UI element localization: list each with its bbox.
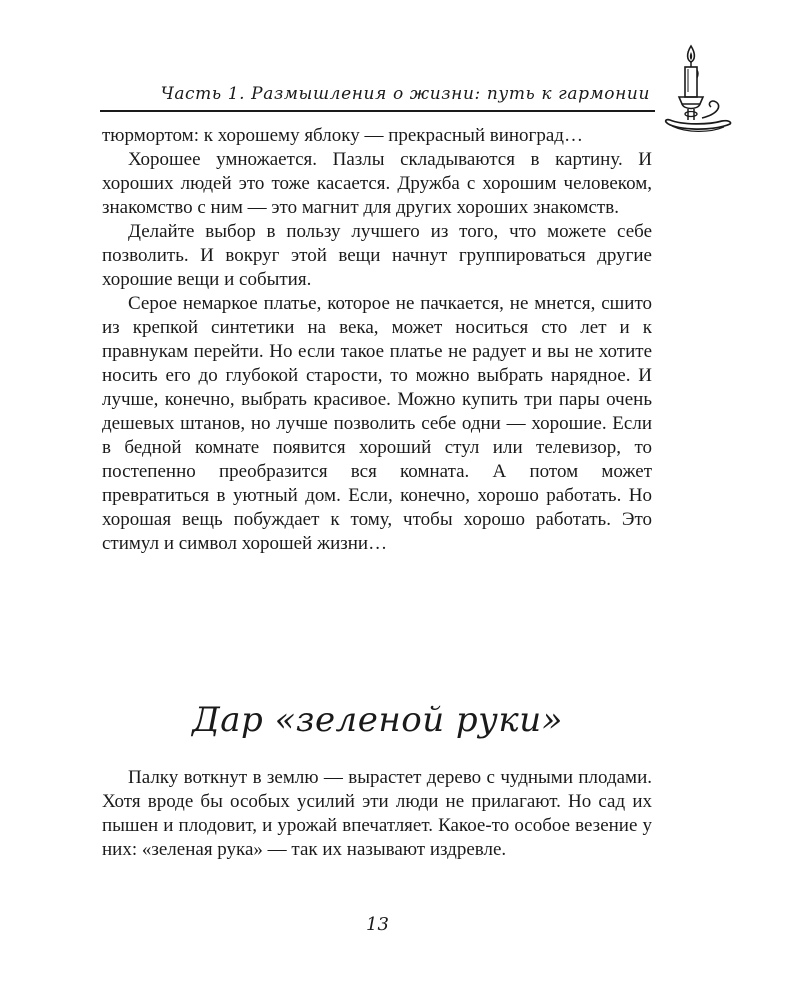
paragraph: тюрмортом: к хорошему яблоку — прекрасный виноград…: [102, 125, 583, 146]
running-head: Часть 1. Размышления о жизни: путь к гармонии: [160, 84, 650, 104]
paragraph: Хорошее умножается. Пазлы складываются в картину. И хороших людей это тоже касается. Дружба с хорошим человеком, знакомство с ним — это магнит для других хороших знакомств.: [102, 149, 652, 218]
paragraph: Делайте выбор в пользу лучшего из того, что можете себе позволить. И вокруг этой вещи начнут группироваться другие хорошие вещи и события.: [102, 221, 652, 290]
candle-icon: [662, 40, 742, 140]
page-number: 13: [366, 914, 389, 935]
paragraph: Серое немаркое платье, которое не пачкается, не мнется, сшито из крепкой синтетики на века, может носиться сто лет и к правнукам перейти. Но если такое платье не радует и вы не хотите носить его до глубокой старости, то можно выбрать нарядное. И лучше, конечно, выбрать красивое. Можно купить три пары очень дешевых штанов, но лучше позволить себе одни — хорошие. Если в бедной комнате появится хороший стул или телевизор, то постепенно преобразится вся комната. А потом может превратиться в уютный дом. Если, конечно, хорошо работать. Но хорошая вещь побуждает к тому, чтобы хорошо работать. Это стимул и символ хорошей жизни…: [102, 293, 652, 554]
section-body-text: [102, 766, 652, 862]
body-text: [102, 124, 652, 556]
header-rule: [100, 110, 655, 112]
paragraph: Палку воткнут в землю — вырастет дерево с чудными плодами. Хотя вроде бы особых усилий эти люди не прилагают. Но сад их пышен и плодовит, и урожай впечатляет. Какое-то особое везение у них: «зеленая рука» — так их называют издревле.: [102, 767, 652, 860]
section-title: Дар «зеленой руки»: [192, 700, 563, 740]
